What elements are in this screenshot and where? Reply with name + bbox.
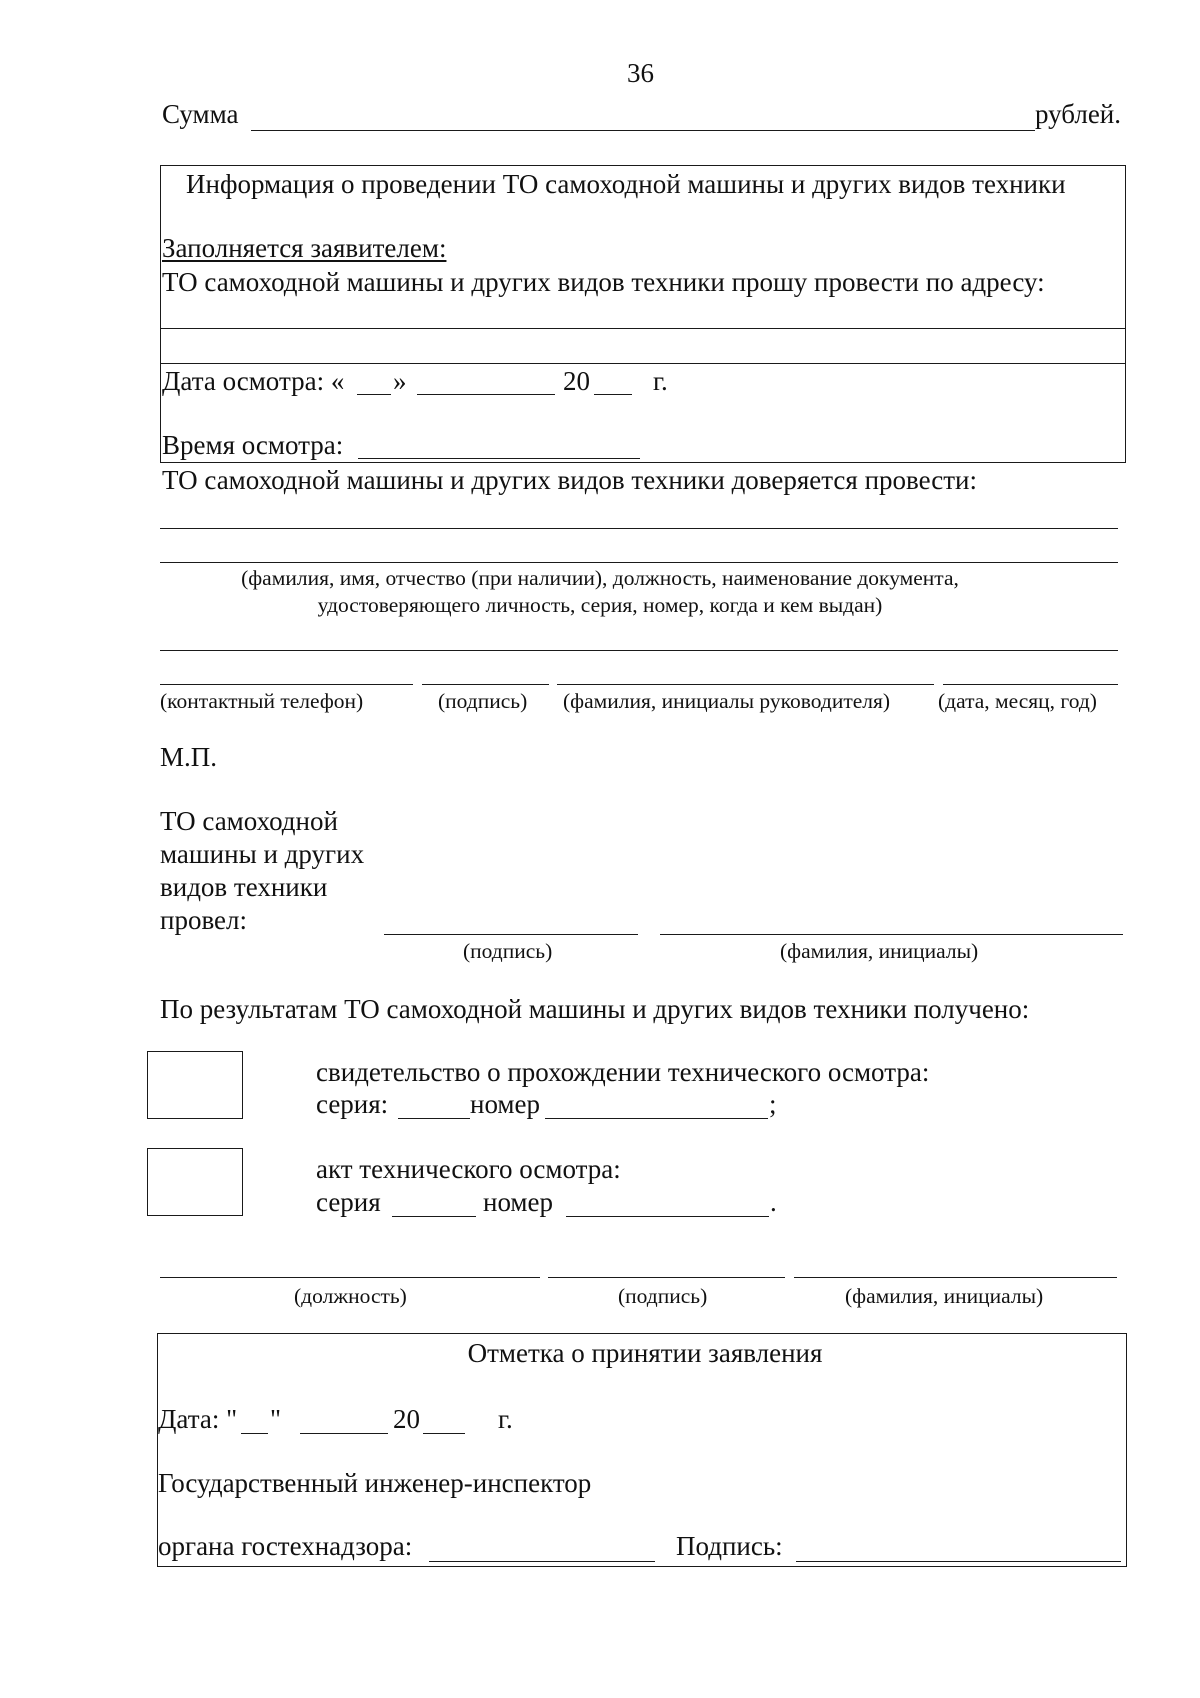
contact-phone-field[interactable] [160,684,413,685]
conducted-line-4: провел: [160,905,247,935]
info-box-title: Информация о проведении ТО самоходной машины и других видов техники [186,169,1066,199]
trust-text: ТО самоходной машины и других видов техники доверяется провести: [162,465,977,495]
officer-signature-field[interactable] [548,1277,785,1278]
certificate-end: ; [769,1089,777,1119]
act-series-label: серия [316,1187,381,1217]
officer-signature-caption: (подпись) [618,1284,708,1308]
address-field-line-2[interactable] [160,363,1126,364]
act-number-field[interactable] [566,1216,769,1217]
act-number-label: номер [483,1187,554,1217]
results-title: По результатам ТО самоходной машины и других видов техники получено: [160,994,1030,1024]
act-end: . [770,1187,777,1217]
head-name-field[interactable] [557,684,934,685]
stamp-place: М.П. [160,742,218,772]
act-checkbox[interactable] [147,1148,243,1216]
conducted-signature-caption: (подпись) [463,939,553,963]
certificate-series-field[interactable] [398,1118,470,1119]
trustee-signature-caption: (подпись) [438,689,528,713]
acceptance-signature-label: Подпись: [676,1531,783,1561]
inspection-month-field[interactable] [417,394,555,395]
inspection-date-close: » [393,366,407,396]
inspection-year-suffix: г. [653,366,668,396]
officer-position-field[interactable] [160,1277,540,1278]
acceptance-title: Отметка о принятии заявления [467,1338,823,1368]
info-box [160,165,1126,463]
conducted-signature-field[interactable] [384,934,638,935]
conducted-line-1: ТО самоходной [160,806,338,836]
filled-by-label: Заполняется заявителем: [162,233,447,263]
trustee-caption-line-2: удостоверяющего личность, серия, номер, когда и кем выдан) [317,593,883,617]
acceptance-date-label: Дата: " [158,1404,238,1434]
inspection-day-field[interactable] [357,394,391,395]
conducted-name-field[interactable] [660,934,1123,935]
acceptance-year-prefix: 20 [393,1404,420,1434]
sum-label: Сумма [162,99,239,129]
certificate-number-field[interactable] [545,1118,768,1119]
sum-unit: рублей. [1035,99,1122,129]
head-name-caption: (фамилия, инициалы руководителя) [563,689,891,713]
trust-date-caption: (дата, месяц, год) [938,689,1097,713]
act-title: акт технического осмотра: [316,1154,621,1184]
officer-name-field[interactable] [794,1277,1117,1278]
certificate-title: свидетельство о прохождении технического осмотра: [316,1057,930,1087]
inspector-authority-field[interactable] [429,1561,655,1562]
trustee-signature-field[interactable] [422,684,549,685]
page-number: 36 [627,58,654,88]
acceptance-year-field[interactable] [423,1433,465,1434]
officer-position-caption: (должность) [294,1284,407,1308]
conducted-line-3: видов техники [160,872,328,902]
certificate-series-label: серия: [316,1089,389,1119]
trustee-field-line-3[interactable] [160,650,1118,651]
certificate-number-label: номер [470,1089,541,1119]
inspection-year-field[interactable] [594,394,632,395]
act-series-field[interactable] [392,1216,476,1217]
inspection-time-label: Время осмотра: [162,430,344,460]
conducted-name-caption: (фамилия, инициалы) [780,939,979,963]
address-text: ТО самоходной машины и других видов техники прошу провести по адресу: [162,267,1045,297]
sum-field[interactable] [251,130,1035,131]
inspection-date-label: Дата осмотра: « [162,366,345,396]
conducted-line-2: машины и других [160,839,365,869]
trustee-field-line-1[interactable] [160,528,1118,529]
acceptance-year-suffix: г. [498,1404,513,1434]
acceptance-day-field[interactable] [241,1433,268,1434]
officer-name-caption: (фамилия, инициалы) [845,1284,1044,1308]
inspector-title: Государственный инженер-инспектор [158,1468,592,1498]
trust-date-field[interactable] [943,684,1118,685]
contact-phone-caption: (контактный телефон) [160,689,364,713]
trustee-field-line-2[interactable] [160,562,1118,563]
acceptance-month-field[interactable] [300,1433,388,1434]
acceptance-date-close: " [270,1404,282,1434]
address-field-line-1[interactable] [160,328,1126,329]
trustee-caption-line-1: (фамилия, имя, отчество (при наличии), должность, наименование документа, [241,566,959,590]
inspector-authority-label: органа гостехнадзора: [158,1531,413,1561]
inspection-time-field[interactable] [358,458,640,459]
acceptance-signature-field[interactable] [796,1561,1121,1562]
inspection-year-prefix: 20 [563,366,590,396]
certificate-checkbox[interactable] [147,1051,243,1119]
